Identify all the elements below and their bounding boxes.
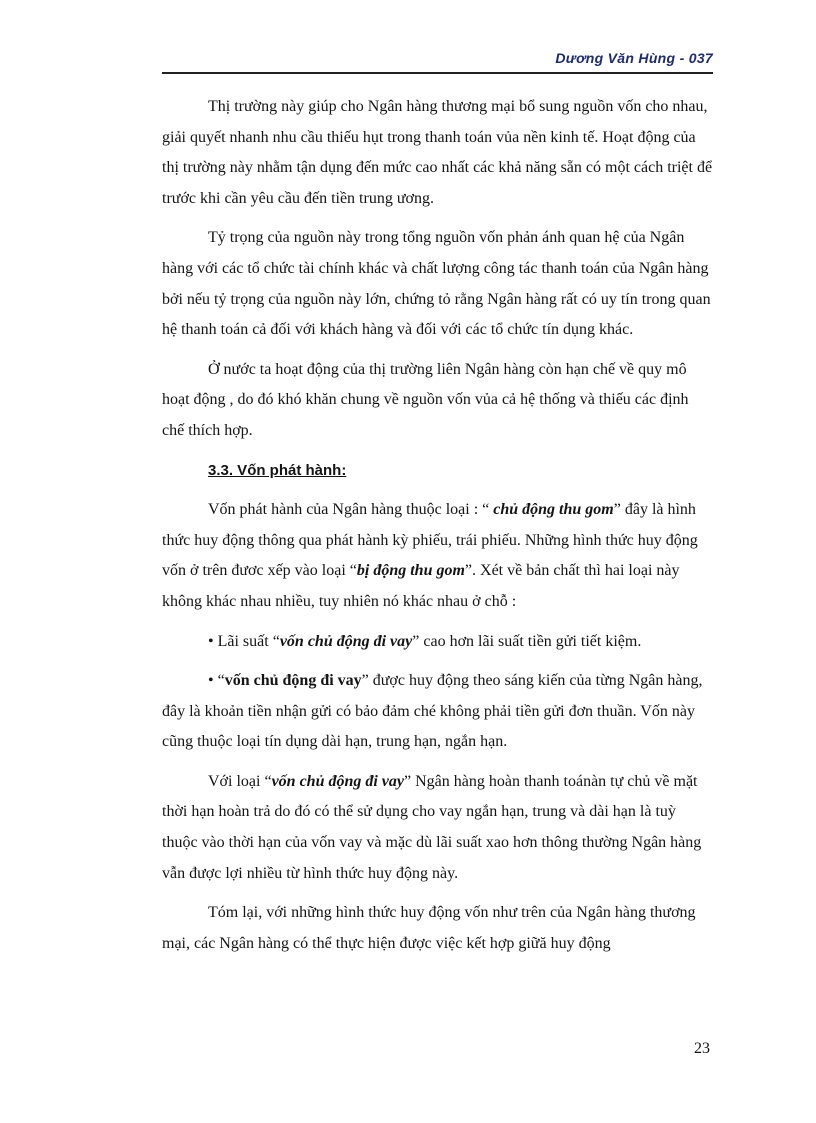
section-heading: 3.3. Vốn phát hành: [208,461,347,479]
emphasis-text: vốn chủ động đi vay [279,632,413,650]
running-header: Dương Văn Hùng - 037 [555,50,713,66]
text-run: Vốn phát hành của Ngân hàng thuộc loại : “ [208,501,494,519]
text-run: Với loại “ [208,772,272,790]
text-run: Lãi suất “ [213,632,280,650]
text-run: ” cao hơn lãi suất tiền gửi tiết kiệm. [412,632,642,650]
emphasis-text: vốn chủ động đi vay [224,672,362,690]
paragraph-proportion: Tỷ trọng của nguồn này trong tổng nguồn vốn phản ánh quan hệ của Ngân hàng với các tổ chức tài chính khác và chất lượng công tác thanh toán của Ngân hàng bởi nếu tỷ trọng của nguồn này lớn, chứng tỏ rằng Ngân hàng rất có uy tín trong quan hệ thanh toán cả đối với khách hàng và đối với các tổ chức tín dụng khác. [162,229,711,339]
text-run: ” đây là hình thức huy động thông qua phát hành kỳ phiếu, trái phiếu. Những hình thức huy động vốn ở trên đươc xếp vào loại “ [162,501,698,580]
emphasis-text: chủ động thu gom [493,501,614,519]
bullet-marker: • [208,672,214,690]
emphasis-text: vốn chủ động đi vay [271,772,405,790]
paragraph-active-borrowing [162,767,713,889]
document-body [162,92,713,968]
text-run: ”. Xét về bản chất thì hai loại này không khác nhau nhiều, tuy nhiên nó khác nhau ở chỗ : [162,562,680,610]
paragraph-issued-capital [162,495,713,617]
paragraph-interbank-market: Thị trường này giúp cho Ngân hàng thương mại bổ sung nguồn vốn cho nhau, giải quyết nhanh nhu cầu thiếu hụt trong thanh toán vủa nền kinh tế. Hoạt động của thị trường này nhằm tận dụng đến mức cao nhất các khả năng sẵn có một cách triệt để trước khi cần yêu cầu đến tiền trung ương. [162,98,713,207]
text-run: ” Ngân hàng hoàn thanh toánàn tự chủ về mặt thời hạn hoàn trả do đó có thể sử dụng cho vay ngắn hạn, trung và dài hạn là tuỳ thuộc vào thời hạn của vốn vay và mặc dù lãi suất xao hơn thông thường Ngân hàng vẫn được lợi nhiều từ hình thức huy động này. [162,772,702,882]
bullet-item [162,666,713,758]
text-run: ” được huy động theo sáng kiến của từng Ngân hàng, đây là khoản tiền nhận gửi có bảo đảm ché không phải tiền gửi đơn thuần. Vốn này cũng thuộc loại tín dụng dài hạn, trung hạn, ngắn hạn. [162,672,703,751]
page-number: 23 [694,1040,710,1057]
emphasis-text: bị động thu gom [356,562,465,580]
header-divider [162,72,713,74]
bullet-item [162,627,713,658]
text-run: “ [213,672,225,690]
bullet-marker: • [208,632,214,650]
paragraph-domestic-situation: Ở nước ta hoạt động của thị trường liên Ngân hàng còn hạn chế về quy mô hoạt động , do đó khó khăn chung về nguồn vốn vủa cả hệ thống và thiếu các định chế thích hợp. [162,360,689,439]
paragraph-summary: Tóm lại, với những hình thức huy động vốn như trên của Ngân hàng thương mại, các Ngân hàng có thể thực hiện được việc kết hợp giữă huy động [162,904,696,952]
